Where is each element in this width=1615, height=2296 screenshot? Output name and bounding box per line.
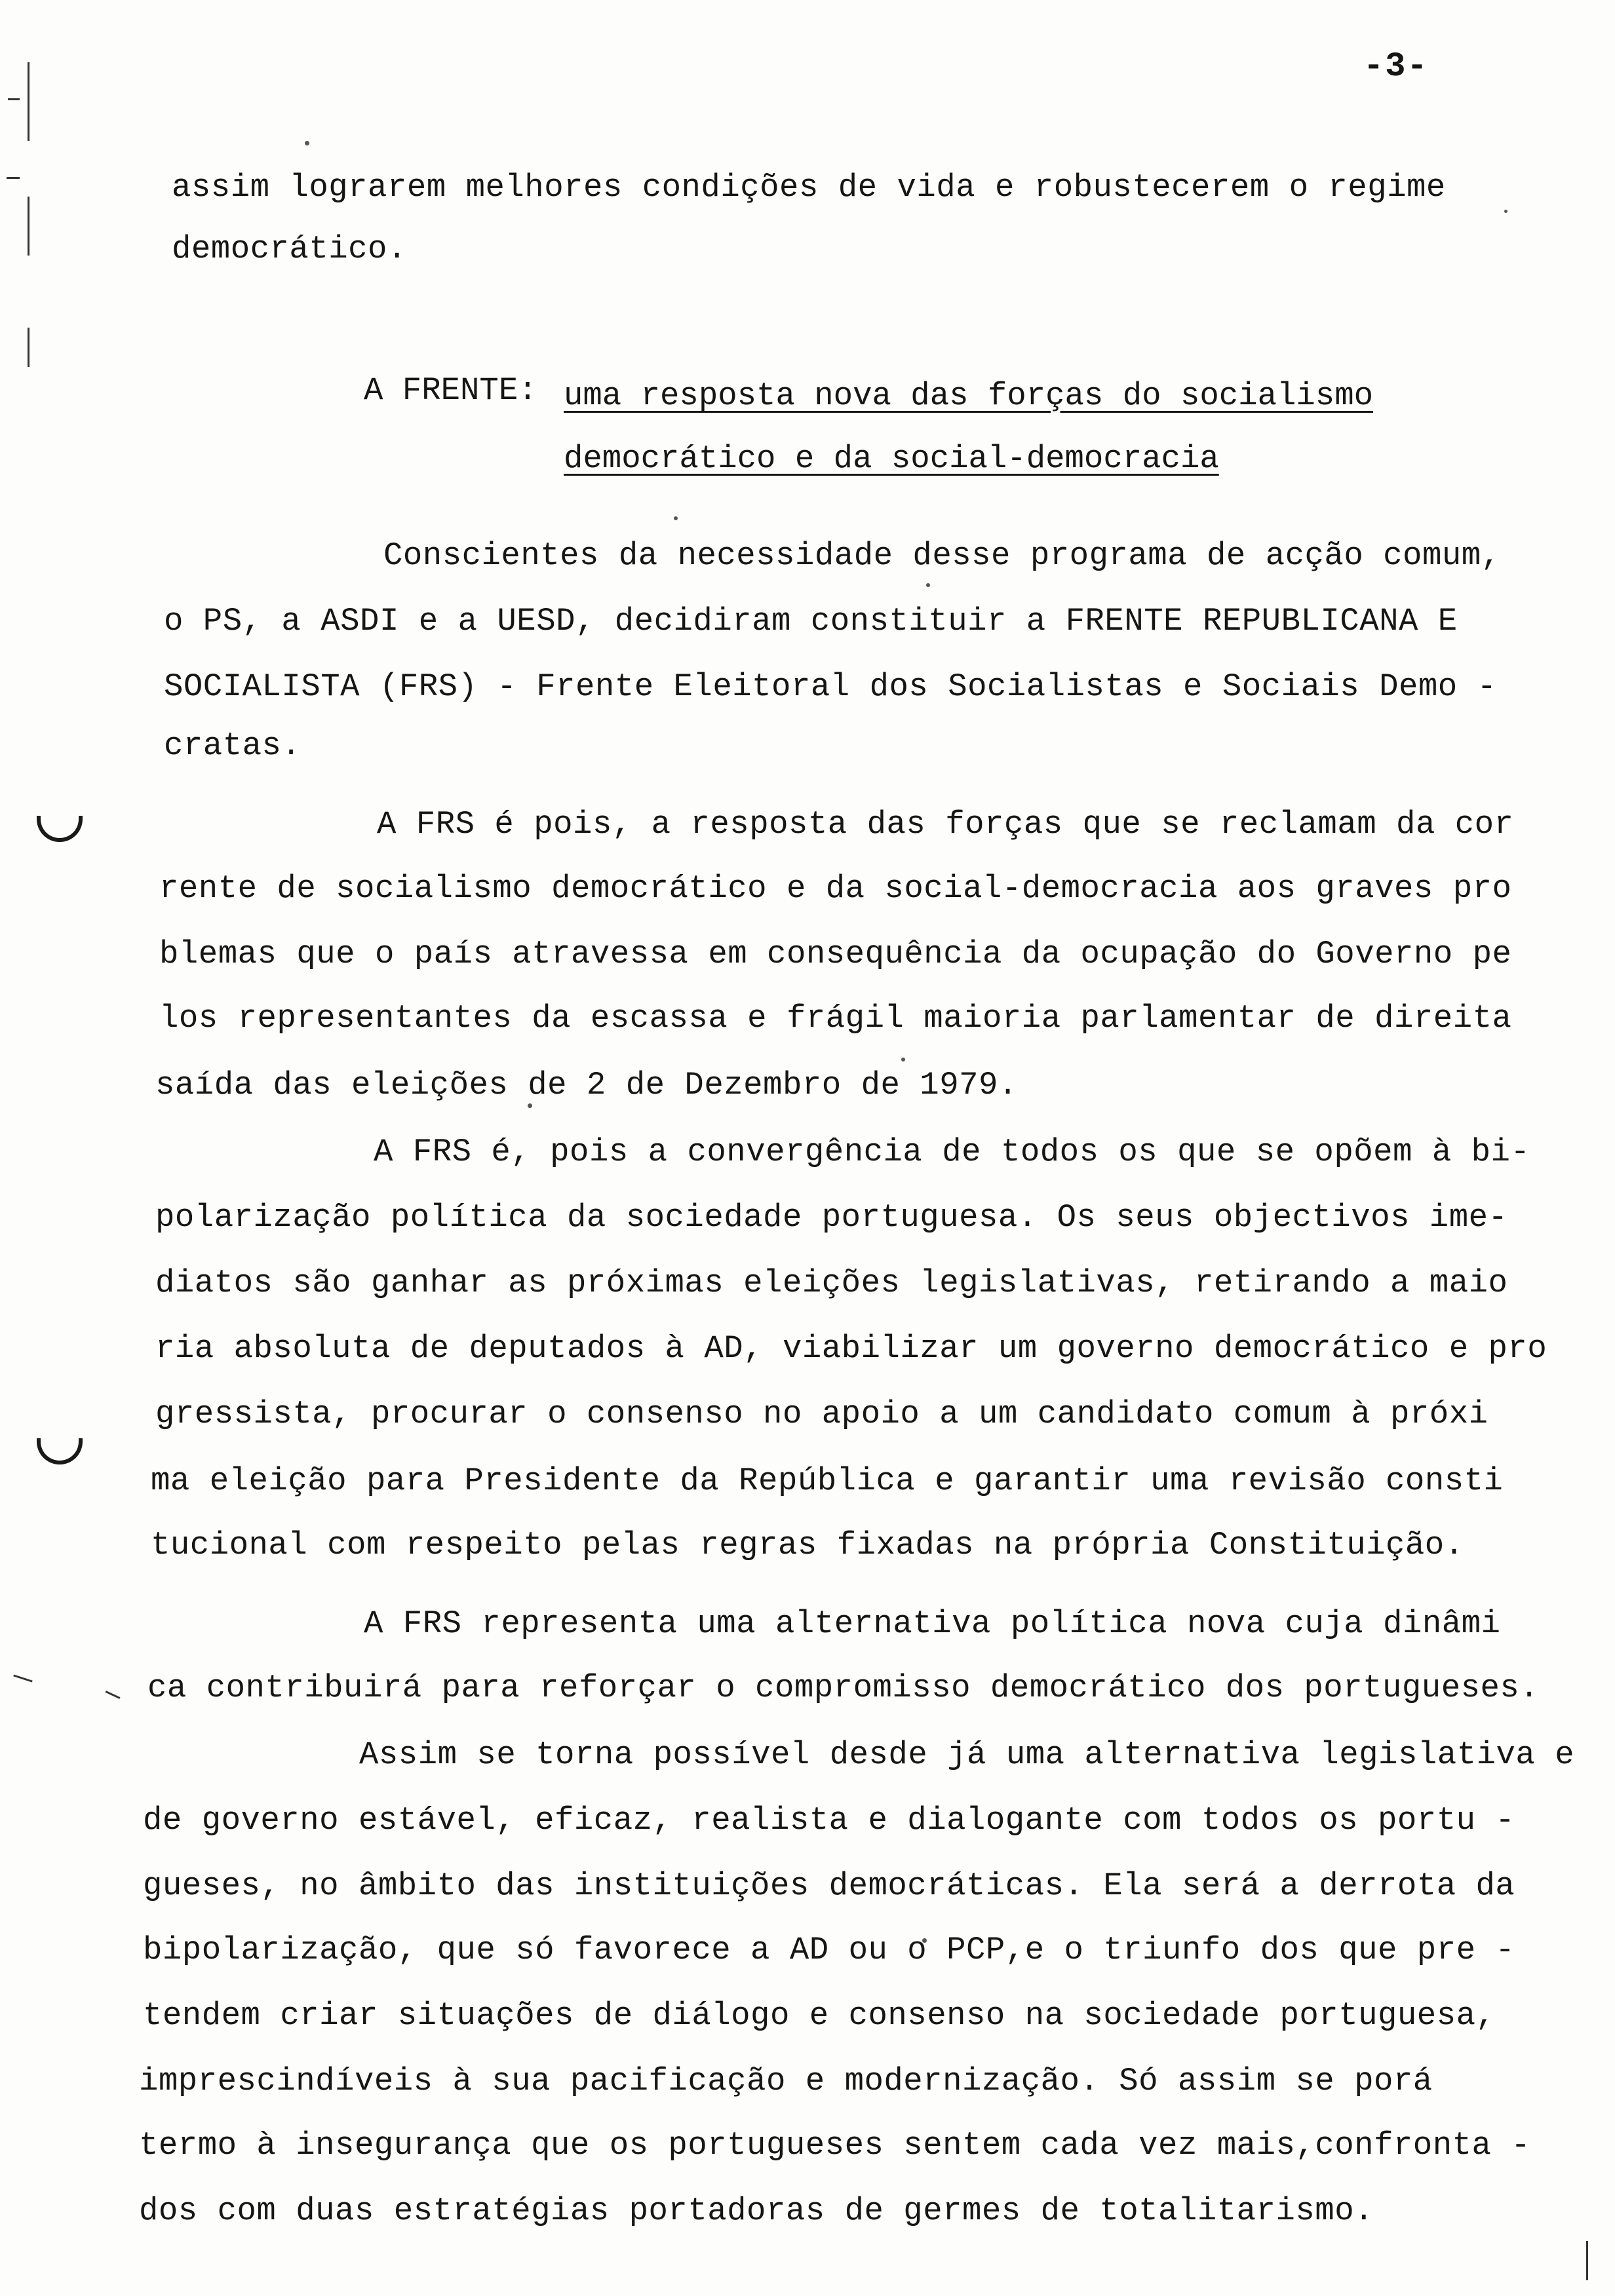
speck [1504, 210, 1508, 213]
text-line: termo à insegurança que os portugueses sentem cada vez mais,confronta - [139, 2127, 1531, 2164]
text-line: los representantes da escassa e frágil maioria parlamentar de direita [159, 1000, 1512, 1037]
margin-hook-mark [37, 816, 83, 842]
margin-mark [1586, 2241, 1588, 2280]
text-line: gueses, no âmbito das instituições democráticas. Ela será a derrota da [143, 1867, 1515, 1904]
text-line: Assim se torna possível desde já uma alternativa legislativa e [359, 1736, 1575, 1773]
section-heading-label: A FRENTE: [364, 372, 537, 409]
text-line: gressista, procurar o consenso no apoio a um candidato comum à próxi [155, 1396, 1489, 1432]
text-line: de governo estável, eficaz, realista e dialogante com todos os portu - [143, 1802, 1515, 1839]
margin-mark [28, 62, 29, 141]
text-line: imprescindíveis à sua pacificação e modernização. Só assim se porá [139, 2063, 1433, 2099]
text-line: democrático. [172, 231, 407, 267]
text-line: A FRS é, pois a convergência de todos os que se opõem à bi- [374, 1134, 1530, 1170]
text-line: polarização política da sociedade portuguesa. Os seus objectivos ime- [155, 1199, 1508, 1236]
speck [674, 516, 678, 520]
text-line: diatos são ganhar as próximas eleições legislativas, retirando a maio [155, 1265, 1508, 1301]
text-line: dos com duas estratégias portadoras de germes de totalitarismo. [139, 2192, 1374, 2229]
text-line: A FRS é pois, a resposta das forças que se reclamam da cor [377, 806, 1514, 843]
section-heading-title-line-2: democrático e da social-democracia [564, 440, 1219, 477]
text-line: assim lograrem melhores condições de vida e robustecerem o regime [172, 169, 1446, 206]
text-line: ca contribuirá para reforçar o compromisso democrático dos portugueses. [147, 1670, 1540, 1706]
text-line: ria absoluta de deputados à AD, viabilizar um governo democrático e pro [155, 1330, 1547, 1367]
margin-hook-mark [37, 1438, 83, 1464]
text-line: A FRS representa uma alternativa política nova cuja dinâmi [364, 1605, 1501, 1642]
speck [528, 1103, 532, 1108]
page-number: -3- [1363, 47, 1429, 86]
text-line: bipolarização, que só favorece a AD ou o PCP,e o triunfo dos que pre - [143, 1932, 1515, 1968]
text-line: Conscientes da necessidade desse programa de acção comum, [383, 537, 1501, 574]
margin-mark [7, 177, 20, 179]
margin-mark [8, 98, 20, 100]
margin-mark [28, 197, 29, 256]
section-heading-title-line-1: uma resposta nova das forças do socialismo [564, 377, 1374, 414]
speck [926, 583, 930, 587]
text-line: SOCIALISTA (FRS) - Frente Eleitoral dos Socialistas e Sociais Demo - [164, 668, 1497, 705]
text-line: cratas. [164, 727, 302, 764]
text-line: blemas que o país atravessa em consequência da ocupação do Governo pe [159, 936, 1512, 972]
text-line: ma eleição para Presidente da República e garantir uma revisão consti [151, 1463, 1504, 1499]
text-line: tendem criar situações de diálogo e consenso na sociedade portuguesa, [143, 1997, 1496, 2034]
text-line: tucional com respeito pelas regras fixadas na própria Constituição. [151, 1527, 1464, 1563]
speck [305, 141, 309, 145]
text-line: o PS, a ASDI e a UESD, decidiram constituir a FRENTE REPUBLICANA E [164, 603, 1458, 640]
speck [901, 1058, 905, 1062]
text-line: saída das eleições de 2 de Dezembro de 1979. [155, 1067, 1018, 1103]
text-line: rente de socialismo democrático e da social-democracia aos graves pro [159, 870, 1512, 907]
margin-mark [105, 1691, 120, 1699]
margin-mark [13, 1674, 32, 1682]
margin-mark [28, 328, 29, 367]
